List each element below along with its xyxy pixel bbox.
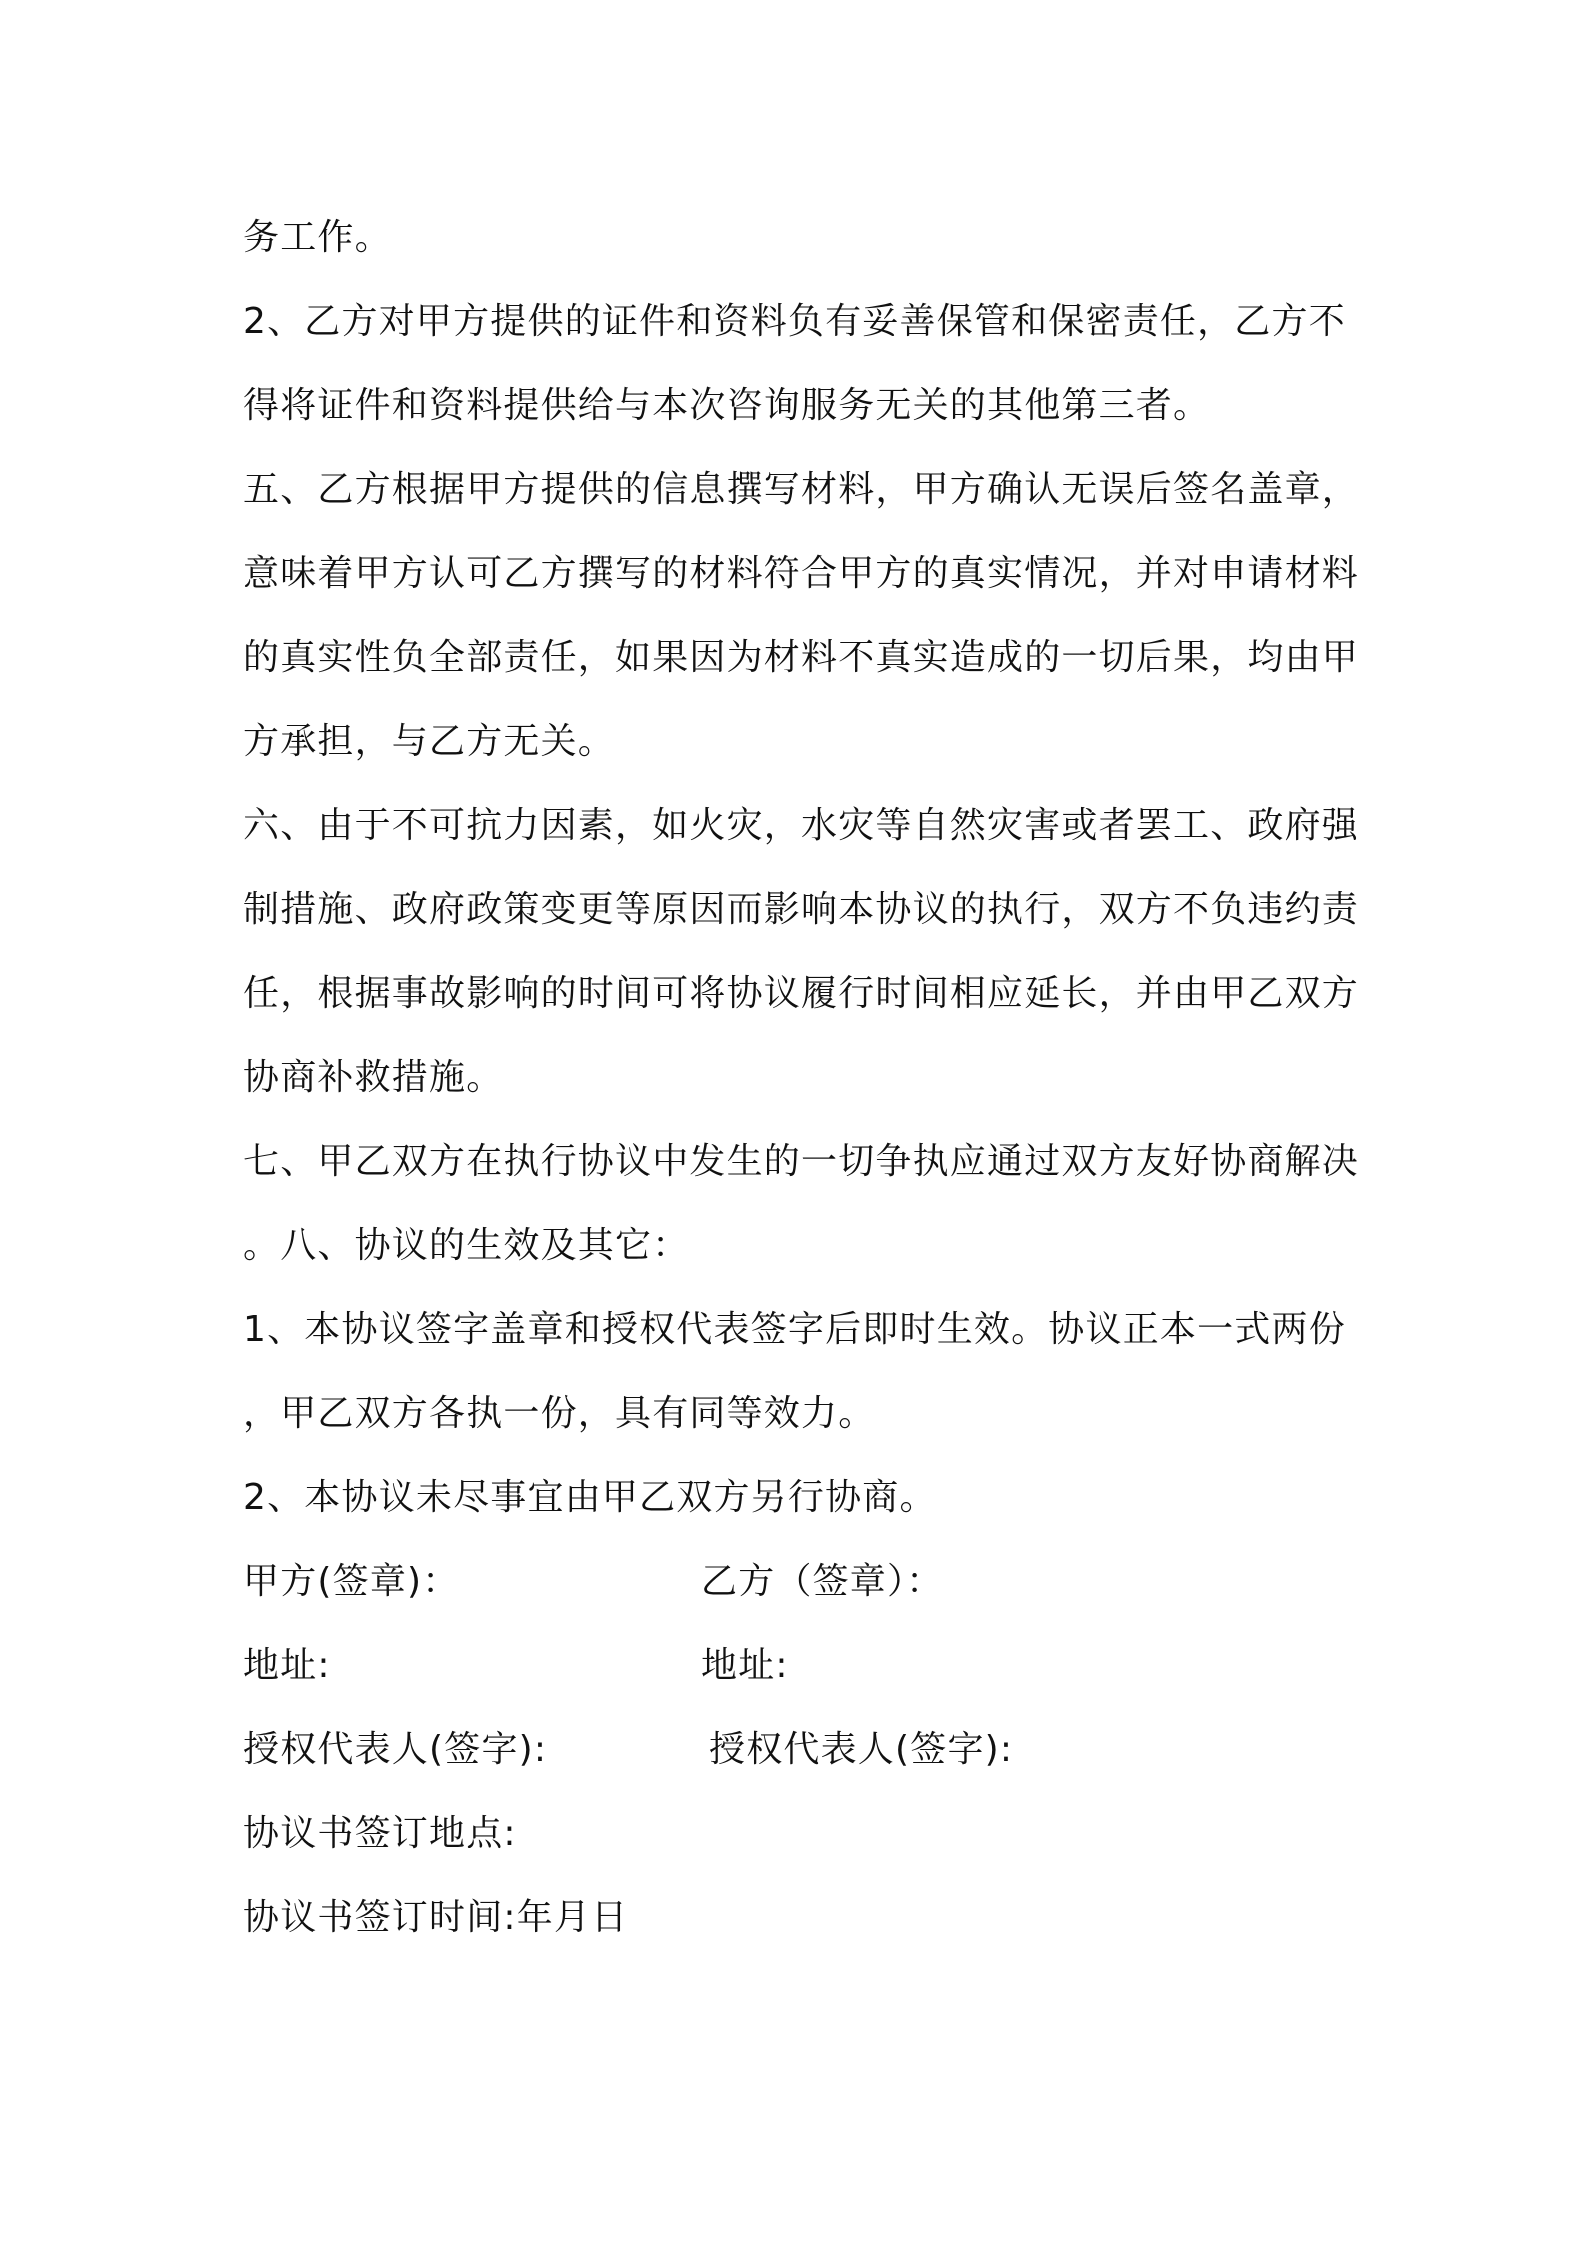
text-line: 得将证件和资料提供给与本次咨询服务无关的其他第三者。: [243, 385, 1211, 426]
signing-place-row: [243, 1792, 1363, 1876]
text-line: 2、乙方对甲方提供的证件和资料负有妥善保管和保密责任，乙方不: [243, 301, 1346, 342]
text-line: 的真实性负全部责任，如果因为材料不真实造成的一切后果，均由甲: [243, 637, 1360, 678]
signing-time-row: [243, 1876, 1363, 1960]
signing-time-label: 协议书签订时间:年月日: [243, 1897, 629, 1938]
text-line: 意味着甲方认可乙方撰写的材料符合甲方的真实情况，并对申请材料: [243, 553, 1360, 594]
text-line: 务工作。: [243, 217, 392, 258]
party-b-address-label: 地址:: [701, 1645, 789, 1686]
text-line: 五、乙方根据甲方提供的信息撰写材料，甲方确认无误后签名盖章，: [243, 469, 1360, 510]
signing-place-label: 协议书签订地点:: [243, 1813, 517, 1854]
party-b-rep-label: 授权代表人(签字):: [709, 1729, 1014, 1770]
text-line: 六、由于不可抗力因素，如火灾，水灾等自然灾害或者罢工、政府强: [243, 805, 1360, 846]
text-line: 1、本协议签字盖章和授权代表签字后即时生效。协议正本一式两份: [243, 1309, 1346, 1350]
signature-row-representative: [243, 1708, 1363, 1792]
text-line: 制措施、政府政策变更等原因而影响本协议的执行，双方不负违约责: [243, 889, 1360, 930]
text-line: 协商补救措施。: [243, 1057, 504, 1098]
signature-row-address: [243, 1624, 1363, 1708]
party-a-seal-label: 甲方(签章)：: [243, 1561, 460, 1602]
party-b-seal-label: 乙方（签章）：: [701, 1561, 944, 1602]
text-line: 七、甲乙双方在执行协议中发生的一切争执应通过双方友好协商解决: [243, 1141, 1360, 1182]
party-a-address-label: 地址:: [243, 1645, 331, 1686]
party-a-rep-label: 授权代表人(签字):: [243, 1729, 548, 1770]
text-line: 2、本协议未尽事宜由甲乙双方另行协商。: [243, 1477, 937, 1518]
signature-row-seal: [243, 1540, 1363, 1624]
agreement-body: [243, 196, 1363, 1960]
text-line: 方承担，与乙方无关。: [243, 721, 616, 762]
text-line: ，甲乙双方各执一份，具有同等效力。: [243, 1393, 876, 1434]
text-line: 。八、协议的生效及其它：: [243, 1225, 690, 1266]
text-line: 任，根据事故影响的时间可将协议履行时间相应延长，并由甲乙双方: [243, 973, 1360, 1014]
